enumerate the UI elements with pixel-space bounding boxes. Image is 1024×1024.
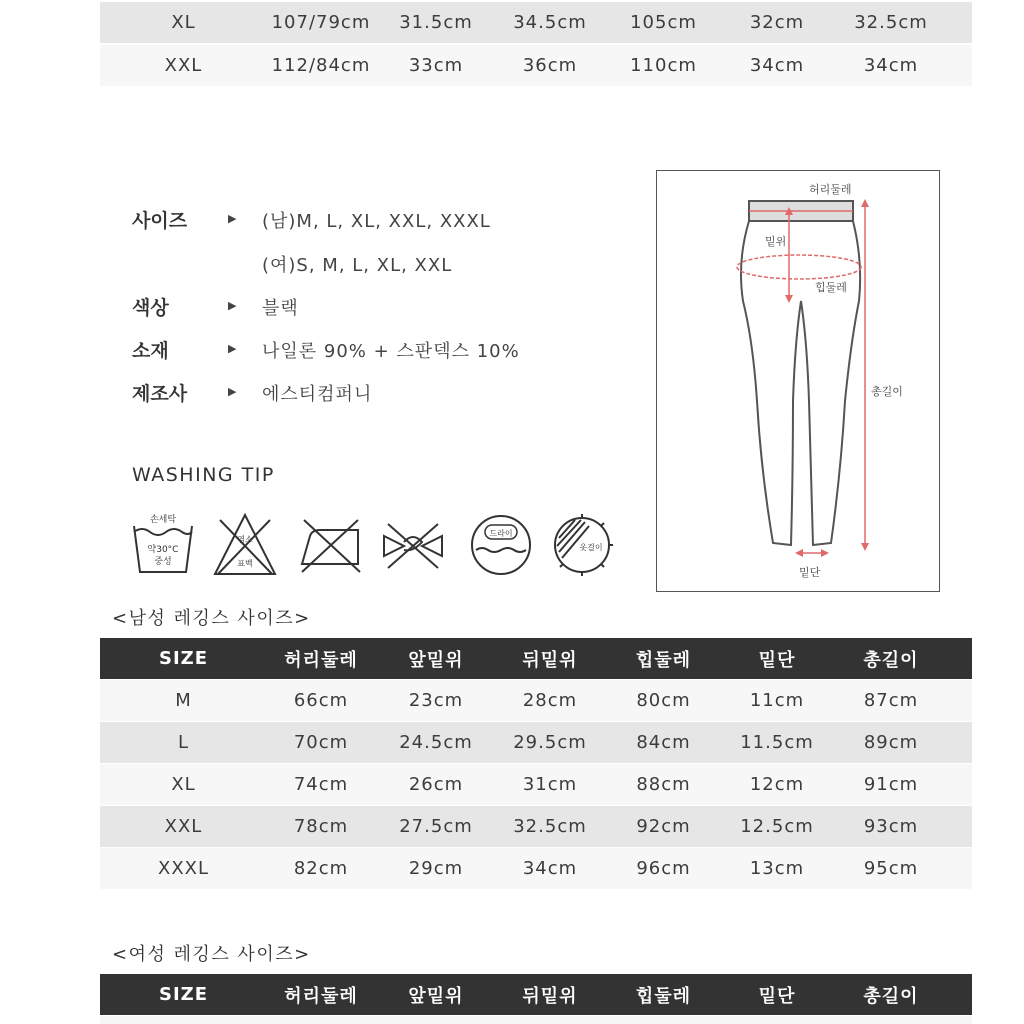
- value-cell: 13cm: [749, 858, 805, 879]
- top-table-row: [100, 2, 972, 43]
- size-cell: XL: [171, 12, 196, 33]
- top-table-row: [100, 45, 972, 86]
- header-cell: 뒤밑위: [522, 985, 578, 1007]
- value-cell: 78cm: [293, 816, 349, 837]
- value-cell: 29cm: [408, 858, 464, 879]
- header-cell: SIZE: [158, 648, 208, 669]
- size-cell: XXL: [164, 55, 203, 76]
- table-row: [100, 806, 972, 847]
- header-cell: SIZE: [158, 984, 208, 1005]
- bullet-arrow-icon: ▶: [228, 212, 237, 225]
- value-cell: 11cm: [749, 690, 805, 711]
- spec-maker-label: 제조사: [132, 383, 188, 405]
- washing-tip-title: WASHING TIP: [132, 464, 275, 486]
- shade-dry-icon: [549, 512, 615, 578]
- header-cell: 앞밑위: [408, 649, 464, 671]
- value-cell: 74cm: [293, 774, 349, 795]
- size-cell: M: [175, 690, 192, 711]
- value-cell: 82cm: [293, 858, 349, 879]
- header-cell: 총길이: [863, 985, 919, 1007]
- value-cell: 34cm: [522, 858, 578, 879]
- value-cell: 105cm: [630, 12, 697, 33]
- value-cell: 80cm: [636, 690, 691, 711]
- value-cell: 91cm: [863, 774, 919, 795]
- shade-dry-text: 옷걸이: [579, 543, 603, 552]
- value-cell: 92cm: [636, 816, 691, 837]
- men-table-title: <남성 레깅스 사이즈>: [112, 608, 311, 629]
- value-cell: 34cm: [749, 55, 805, 76]
- dry-clean-text: 드라이: [489, 529, 513, 538]
- value-cell: 24.5cm: [399, 732, 473, 753]
- value-cell: 36cm: [522, 55, 578, 76]
- value-cell: 26cm: [408, 774, 464, 795]
- header-cell: 힙둘레: [635, 649, 692, 671]
- table-row: [100, 680, 972, 721]
- value-cell: 96cm: [636, 858, 691, 879]
- value-cell: 11.5cm: [740, 732, 814, 753]
- spec-size-label: 사이즈: [132, 210, 188, 232]
- hand-wash-top-text: 손세탁: [149, 515, 177, 525]
- value-cell: 33cm: [408, 55, 464, 76]
- header-cell: 밑단: [758, 649, 796, 671]
- value-cell: 107/79cm: [271, 12, 371, 33]
- table-row: [100, 848, 972, 889]
- spec-color-value: 블랙: [262, 298, 299, 319]
- figure-waist-label: 허리둘레: [809, 183, 852, 196]
- no-bleach-icon: [212, 512, 278, 578]
- header-cell: 총길이: [863, 649, 919, 671]
- header-cell: 밑단: [758, 985, 796, 1007]
- header-cell: 허리둘레: [284, 649, 358, 671]
- bullet-arrow-icon: ▶: [228, 385, 237, 398]
- women-table-title: <여성 레깅스 사이즈>: [112, 944, 311, 965]
- header-cell: 앞밑위: [408, 985, 464, 1007]
- leggings-measurement-figure: [656, 170, 940, 592]
- women-table-header: [100, 974, 972, 1015]
- figure-length-label: 총길이: [871, 385, 903, 398]
- figure-hem-label: 밑단: [799, 566, 821, 579]
- value-cell: 66cm: [293, 690, 349, 711]
- spec-maker-value: 에스티컴퍼니: [262, 384, 373, 405]
- spec-size-value-men: (남)M, L, XL, XXL, XXXL: [262, 211, 491, 232]
- size-cell: L: [177, 732, 190, 753]
- value-cell: 34.5cm: [513, 12, 587, 33]
- table-row: [100, 764, 972, 805]
- value-cell: 95cm: [863, 858, 919, 879]
- dry-clean-icon: [468, 512, 534, 578]
- value-cell: 110cm: [630, 55, 697, 76]
- spec-material-label: 소재: [132, 340, 169, 362]
- value-cell: 89cm: [863, 732, 919, 753]
- value-cell: 12.5cm: [740, 816, 814, 837]
- table-row-partial: [100, 1016, 972, 1024]
- value-cell: 31cm: [522, 774, 578, 795]
- leggings-outline-illustration: [657, 171, 939, 591]
- value-cell: 23cm: [408, 690, 464, 711]
- no-wring-icon: [380, 512, 446, 578]
- header-cell: 뒤밑위: [522, 649, 578, 671]
- bullet-arrow-icon: ▶: [228, 299, 237, 312]
- bullet-arrow-icon: ▶: [228, 342, 237, 355]
- value-cell: 34cm: [863, 55, 919, 76]
- value-cell: 29.5cm: [513, 732, 587, 753]
- value-cell: 88cm: [636, 774, 691, 795]
- value-cell: 93cm: [863, 816, 919, 837]
- value-cell: 112/84cm: [271, 55, 371, 76]
- size-cell: XL: [171, 774, 196, 795]
- hand-wash-neutral-text: 중성: [154, 557, 172, 567]
- spec-color-label: 색상: [132, 297, 169, 319]
- spec-size-value-women: (여)S, M, L, XL, XXL: [262, 255, 453, 276]
- spec-material-value: 나일론 90% + 스판덱스 10%: [262, 341, 520, 362]
- value-cell: 28cm: [522, 690, 578, 711]
- value-cell: 27.5cm: [399, 816, 473, 837]
- size-cell: XXL: [164, 816, 203, 837]
- header-cell: 힙둘레: [635, 985, 692, 1007]
- value-cell: 87cm: [863, 690, 919, 711]
- hand-wash-icon: [130, 512, 196, 578]
- value-cell: 32.5cm: [513, 816, 587, 837]
- value-cell: 84cm: [636, 732, 691, 753]
- no-bleach-text-1: 염소: [237, 535, 253, 544]
- value-cell: 12cm: [749, 774, 805, 795]
- no-bleach-text-2: 표백: [237, 559, 253, 568]
- value-cell: 32cm: [749, 12, 805, 33]
- figure-rise-label: 밑위: [765, 235, 787, 248]
- value-cell: 32.5cm: [854, 12, 928, 33]
- men-table-header: [100, 638, 972, 679]
- size-cell: XXXL: [157, 858, 210, 879]
- figure-hip-label: 힙둘레: [815, 281, 847, 294]
- hand-wash-temp-text: 약30°C: [147, 545, 179, 555]
- table-row: [100, 722, 972, 763]
- value-cell: 31.5cm: [399, 12, 473, 33]
- no-iron-icon: [298, 512, 364, 578]
- value-cell: 70cm: [293, 732, 349, 753]
- header-cell: 허리둘레: [284, 985, 358, 1007]
